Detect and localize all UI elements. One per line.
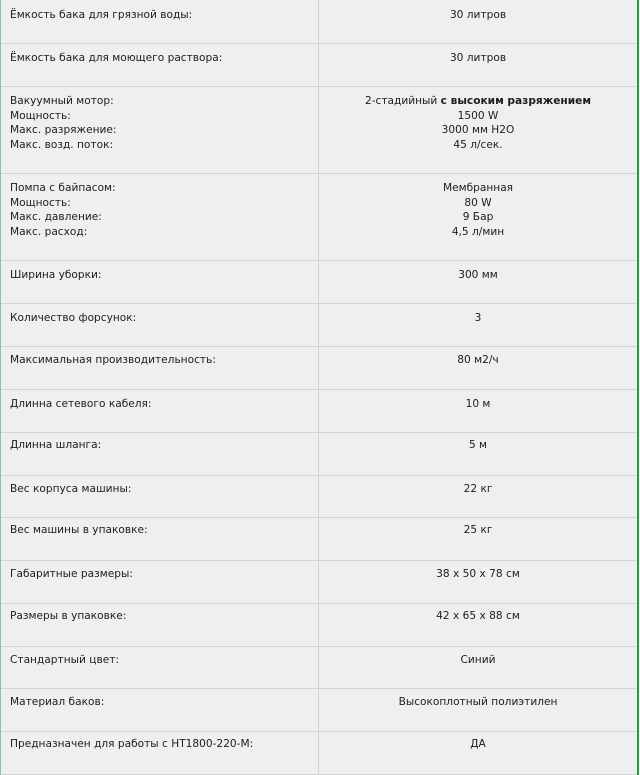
- spec-label: [1, 732, 319, 774]
- value-line: 25 кг: [463, 524, 493, 536]
- spec-value: [319, 44, 637, 86]
- value-line: 1500 W: [457, 109, 499, 122]
- spec-value: [319, 647, 637, 688]
- spec-row-solution-tank: [1, 44, 637, 87]
- label-line: Стандартный цвет:: [10, 654, 119, 666]
- value-line: 45 л/сек.: [453, 138, 503, 151]
- spec-row-hose-length: [1, 433, 637, 476]
- spec-label: [1, 647, 319, 688]
- label-line: Ширина уборки:: [10, 269, 102, 281]
- spec-value: [319, 561, 637, 603]
- label-line: Длинна сетевого кабеля:: [10, 398, 152, 410]
- value-normal-part: 2-стадийный: [364, 95, 441, 107]
- value-line: Высокоплотный полиэтилен: [398, 696, 558, 708]
- spec-value: [319, 433, 637, 475]
- spec-label: [1, 689, 319, 731]
- label-line: Макс. расход:: [10, 225, 88, 238]
- value-line: 5 м: [468, 439, 488, 451]
- value-line-motor-type: [319, 94, 637, 109]
- spec-row-pump: [1, 174, 637, 261]
- spec-row-packed-weight: [1, 518, 637, 561]
- label-line: Габаритные размеры:: [10, 568, 133, 580]
- spec-label: [1, 0, 319, 43]
- label-line: Максимальная производительность:: [10, 354, 216, 366]
- spec-label: [1, 347, 319, 389]
- value-line: 38 x 50 x 78 см: [436, 568, 520, 580]
- value-line: 3000 мм H2O: [441, 124, 515, 137]
- label-line: Размеры в упаковке:: [10, 610, 127, 622]
- label-line: Макс. давление:: [10, 211, 102, 224]
- value-bold-part: с высоким разряжением: [440, 95, 592, 107]
- label-line: Помпа с байпасом:: [10, 182, 116, 194]
- spec-value: [319, 604, 637, 646]
- label-line: Материал баков:: [10, 696, 105, 708]
- spec-value: [319, 689, 637, 731]
- label-line: Макс. возд. поток:: [10, 138, 114, 151]
- value-line: 9 Бар: [462, 211, 494, 224]
- spec-value: [319, 518, 637, 560]
- label-line: Количество форсунок:: [10, 312, 137, 324]
- spec-row-body-weight: [1, 476, 637, 518]
- spec-label: [1, 304, 319, 346]
- spec-row-dirty-tank: [1, 0, 637, 44]
- value-line: 22 кг: [463, 483, 493, 495]
- spec-value: [319, 261, 637, 303]
- spec-label: [1, 390, 319, 432]
- spec-row-productivity: [1, 347, 637, 390]
- spec-label: [1, 604, 319, 646]
- spec-row-cleaning-width: [1, 261, 637, 304]
- spec-row-compatibility: [1, 732, 637, 775]
- spec-label: [1, 174, 319, 260]
- label-line: Предназначен для работы с HT1800-220-M:: [10, 738, 254, 750]
- spec-row-packed-dimensions: [1, 604, 637, 647]
- spec-label: [1, 44, 319, 86]
- spec-label: [1, 433, 319, 475]
- spec-value: [319, 174, 637, 260]
- value-line: 300 мм: [458, 269, 498, 281]
- spec-value: [319, 390, 637, 432]
- label-line: Мощность:: [10, 196, 71, 209]
- label-line: Длинна шланга:: [10, 439, 102, 451]
- label-line: Вес машины в упаковке:: [10, 524, 148, 536]
- spec-value: [319, 304, 637, 346]
- spec-row-color: [1, 647, 637, 689]
- spec-value: [319, 476, 637, 517]
- value-line: 4,5 л/мин: [451, 225, 505, 238]
- spec-row-nozzles: [1, 304, 637, 347]
- spec-value: [319, 0, 637, 43]
- value-line: Мембранная: [442, 182, 514, 194]
- label-line: Макс. разряжение:: [10, 124, 117, 137]
- spec-row-dimensions: [1, 561, 637, 604]
- value-line: 80 W: [464, 196, 492, 209]
- spec-label: [1, 261, 319, 303]
- value-line: ДА: [470, 738, 486, 750]
- spec-row-vacuum-motor: [1, 87, 637, 174]
- label-line: Ёмкость бака для моющего раствора:: [10, 52, 223, 64]
- value-line: 30 литров: [449, 9, 507, 21]
- label-line: Вакуумный мотор:: [10, 95, 114, 107]
- value-line: 3: [474, 312, 482, 324]
- spec-row-cable-length: [1, 390, 637, 433]
- value-line: 80 м2/ч: [457, 354, 499, 366]
- spec-label: [1, 561, 319, 603]
- spec-value: [319, 347, 637, 389]
- label-line: Мощность:: [10, 109, 71, 122]
- spec-value: [319, 87, 637, 173]
- spec-label: [1, 518, 319, 560]
- spec-row-tank-material: [1, 689, 637, 732]
- spec-value: [319, 732, 637, 774]
- spec-label: [1, 87, 319, 173]
- label-line: Ёмкость бака для грязной воды:: [10, 9, 193, 21]
- label-line: Вес корпуса машины:: [10, 483, 132, 495]
- value-line: 10 м: [465, 398, 491, 410]
- value-line: 30 литров: [449, 52, 507, 64]
- spec-label: [1, 476, 319, 517]
- value-line: 42 x 65 x 88 см: [436, 610, 520, 622]
- value-line: Синий: [460, 654, 496, 666]
